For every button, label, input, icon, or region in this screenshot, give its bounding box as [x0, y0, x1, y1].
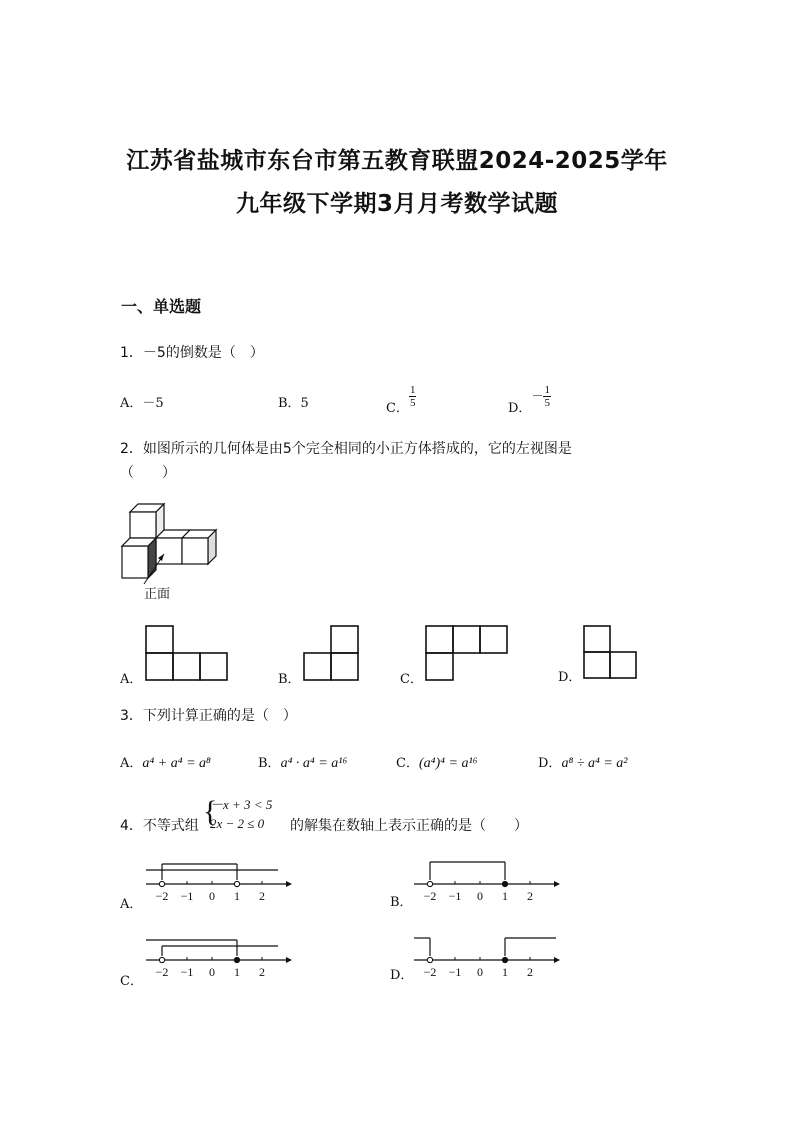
cube-face	[130, 512, 156, 538]
q1-option-c-label: C．	[386, 401, 409, 416]
q1-stem: 1．－5的倒数是（ ）	[120, 345, 264, 361]
tick-label: −2	[155, 889, 169, 903]
tick-label: −1	[180, 889, 194, 903]
tick-label: −2	[423, 965, 437, 979]
solid-endpoint	[234, 957, 239, 962]
q2-option-a-figure	[146, 626, 228, 682]
fraction-denominator: 5	[544, 397, 550, 409]
open-endpoint	[159, 881, 164, 886]
fraction-numerator: 1	[544, 384, 550, 396]
q1-option-b: B．5	[278, 396, 309, 411]
q1-option-c	[386, 384, 416, 416]
q4-option-a-number-line	[146, 852, 296, 902]
q3-option-c-label: C．	[396, 756, 419, 771]
tick-label: −2	[423, 889, 437, 903]
q4-option-c-number-line	[146, 928, 296, 978]
fraction-denominator: 5	[409, 397, 416, 409]
q4-option-b-number-line	[414, 852, 564, 902]
q4-option-b-label: B．	[390, 895, 413, 910]
fraction-numerator: 1	[409, 384, 416, 396]
axis-arrow	[554, 957, 560, 963]
axis-arrow	[554, 881, 560, 887]
open-endpoint	[427, 881, 432, 886]
tick-label: −1	[180, 965, 194, 979]
system-brace: {	[203, 795, 218, 828]
tick-label: 0	[209, 889, 215, 903]
q3-option-b-label: B．	[258, 756, 281, 771]
tick-label: 2	[259, 965, 265, 979]
q2-option-a-label: A．	[120, 672, 143, 687]
inequality-system	[203, 795, 273, 833]
q4-option-a-label: A．	[120, 897, 143, 912]
q3-option-c	[396, 752, 478, 772]
q4-option-c-label: C．	[120, 974, 143, 989]
tick-label: 2	[527, 889, 533, 903]
inequality-2: 2x − 2 ≤ 0	[210, 816, 265, 831]
open-endpoint	[159, 957, 164, 962]
q3-option-c-expr: (a⁴)⁴ = a¹⁶	[418, 756, 478, 771]
q2-option-b-figure	[304, 626, 360, 682]
q2-option-b-label: B．	[278, 672, 301, 687]
section-heading: 一、单选题	[121, 297, 202, 316]
q2-stem-line-1: 2．如图所示的几何体是由5个完全相同的小正方体搭成的，它的左视图是	[120, 441, 572, 457]
q4-stem-suffix: 的解集在数轴上表示正确的是（ ）	[290, 818, 528, 834]
axis-arrow	[286, 881, 292, 887]
cube-face	[182, 538, 208, 564]
q2-option-d-label: D．	[558, 670, 582, 685]
tick-label: 1	[234, 965, 240, 979]
q3-option-d	[538, 752, 628, 772]
q2-stem-line-2: （ ）	[120, 465, 176, 481]
solid-endpoint	[502, 881, 507, 886]
q4-stem-prefix: 4．不等式组	[120, 818, 199, 834]
q1-option-d-fraction	[543, 384, 551, 409]
tick-label: −1	[448, 889, 462, 903]
front-label: 正面	[144, 587, 171, 602]
q4-option-d-number-line	[414, 928, 564, 978]
open-endpoint	[427, 957, 432, 962]
q2-option-d-figure	[584, 626, 640, 682]
q1-option-d-sign: －	[531, 389, 544, 403]
open-endpoint	[234, 881, 239, 886]
q3-option-d-label: D．	[538, 756, 562, 771]
q4-option-d-label: D．	[390, 968, 414, 983]
q1-option-c-fraction	[409, 384, 417, 409]
inequality-1: －x + 3 < 5	[210, 797, 273, 812]
q1-option-d-label: D．	[508, 401, 532, 416]
tick-label: 0	[209, 965, 215, 979]
solid-endpoint	[502, 957, 507, 962]
q3-option-b-expr: a⁴ · a⁴ = a¹⁶	[280, 756, 348, 771]
title-line-1: 江苏省盐城市东台市第五教育联盟2024-2025学年	[126, 148, 668, 174]
tick-label: 1	[234, 889, 240, 903]
tick-label: 1	[502, 965, 508, 979]
tick-label: 1	[502, 889, 508, 903]
q2-option-c-label: C．	[400, 672, 423, 687]
q1-option-a: A．－5	[120, 396, 164, 411]
tick-label: −1	[448, 965, 462, 979]
tick-label: 2	[259, 889, 265, 903]
q3-option-a-label: A．	[120, 756, 143, 771]
q1-option-d	[508, 384, 551, 416]
title-line-2: 九年级下学期3月月考数学试题	[235, 191, 558, 217]
cube-solid-figure	[118, 500, 228, 580]
tick-label: 0	[477, 965, 483, 979]
q3-option-d-expr: a⁸ ÷ a⁴ = a²	[561, 756, 628, 771]
tick-label: −2	[155, 965, 169, 979]
q3-option-b	[258, 752, 347, 772]
q3-option-a	[120, 752, 211, 772]
tick-label: 2	[527, 965, 533, 979]
q2-option-c-figure	[426, 626, 508, 682]
axis-arrow	[286, 957, 292, 963]
q3-stem: 3．下列计算正确的是（ ）	[120, 708, 297, 724]
cube-face	[122, 546, 148, 578]
tick-label: 0	[477, 889, 483, 903]
q3-option-a-expr: a⁴ + a⁴ = a⁸	[142, 756, 211, 771]
